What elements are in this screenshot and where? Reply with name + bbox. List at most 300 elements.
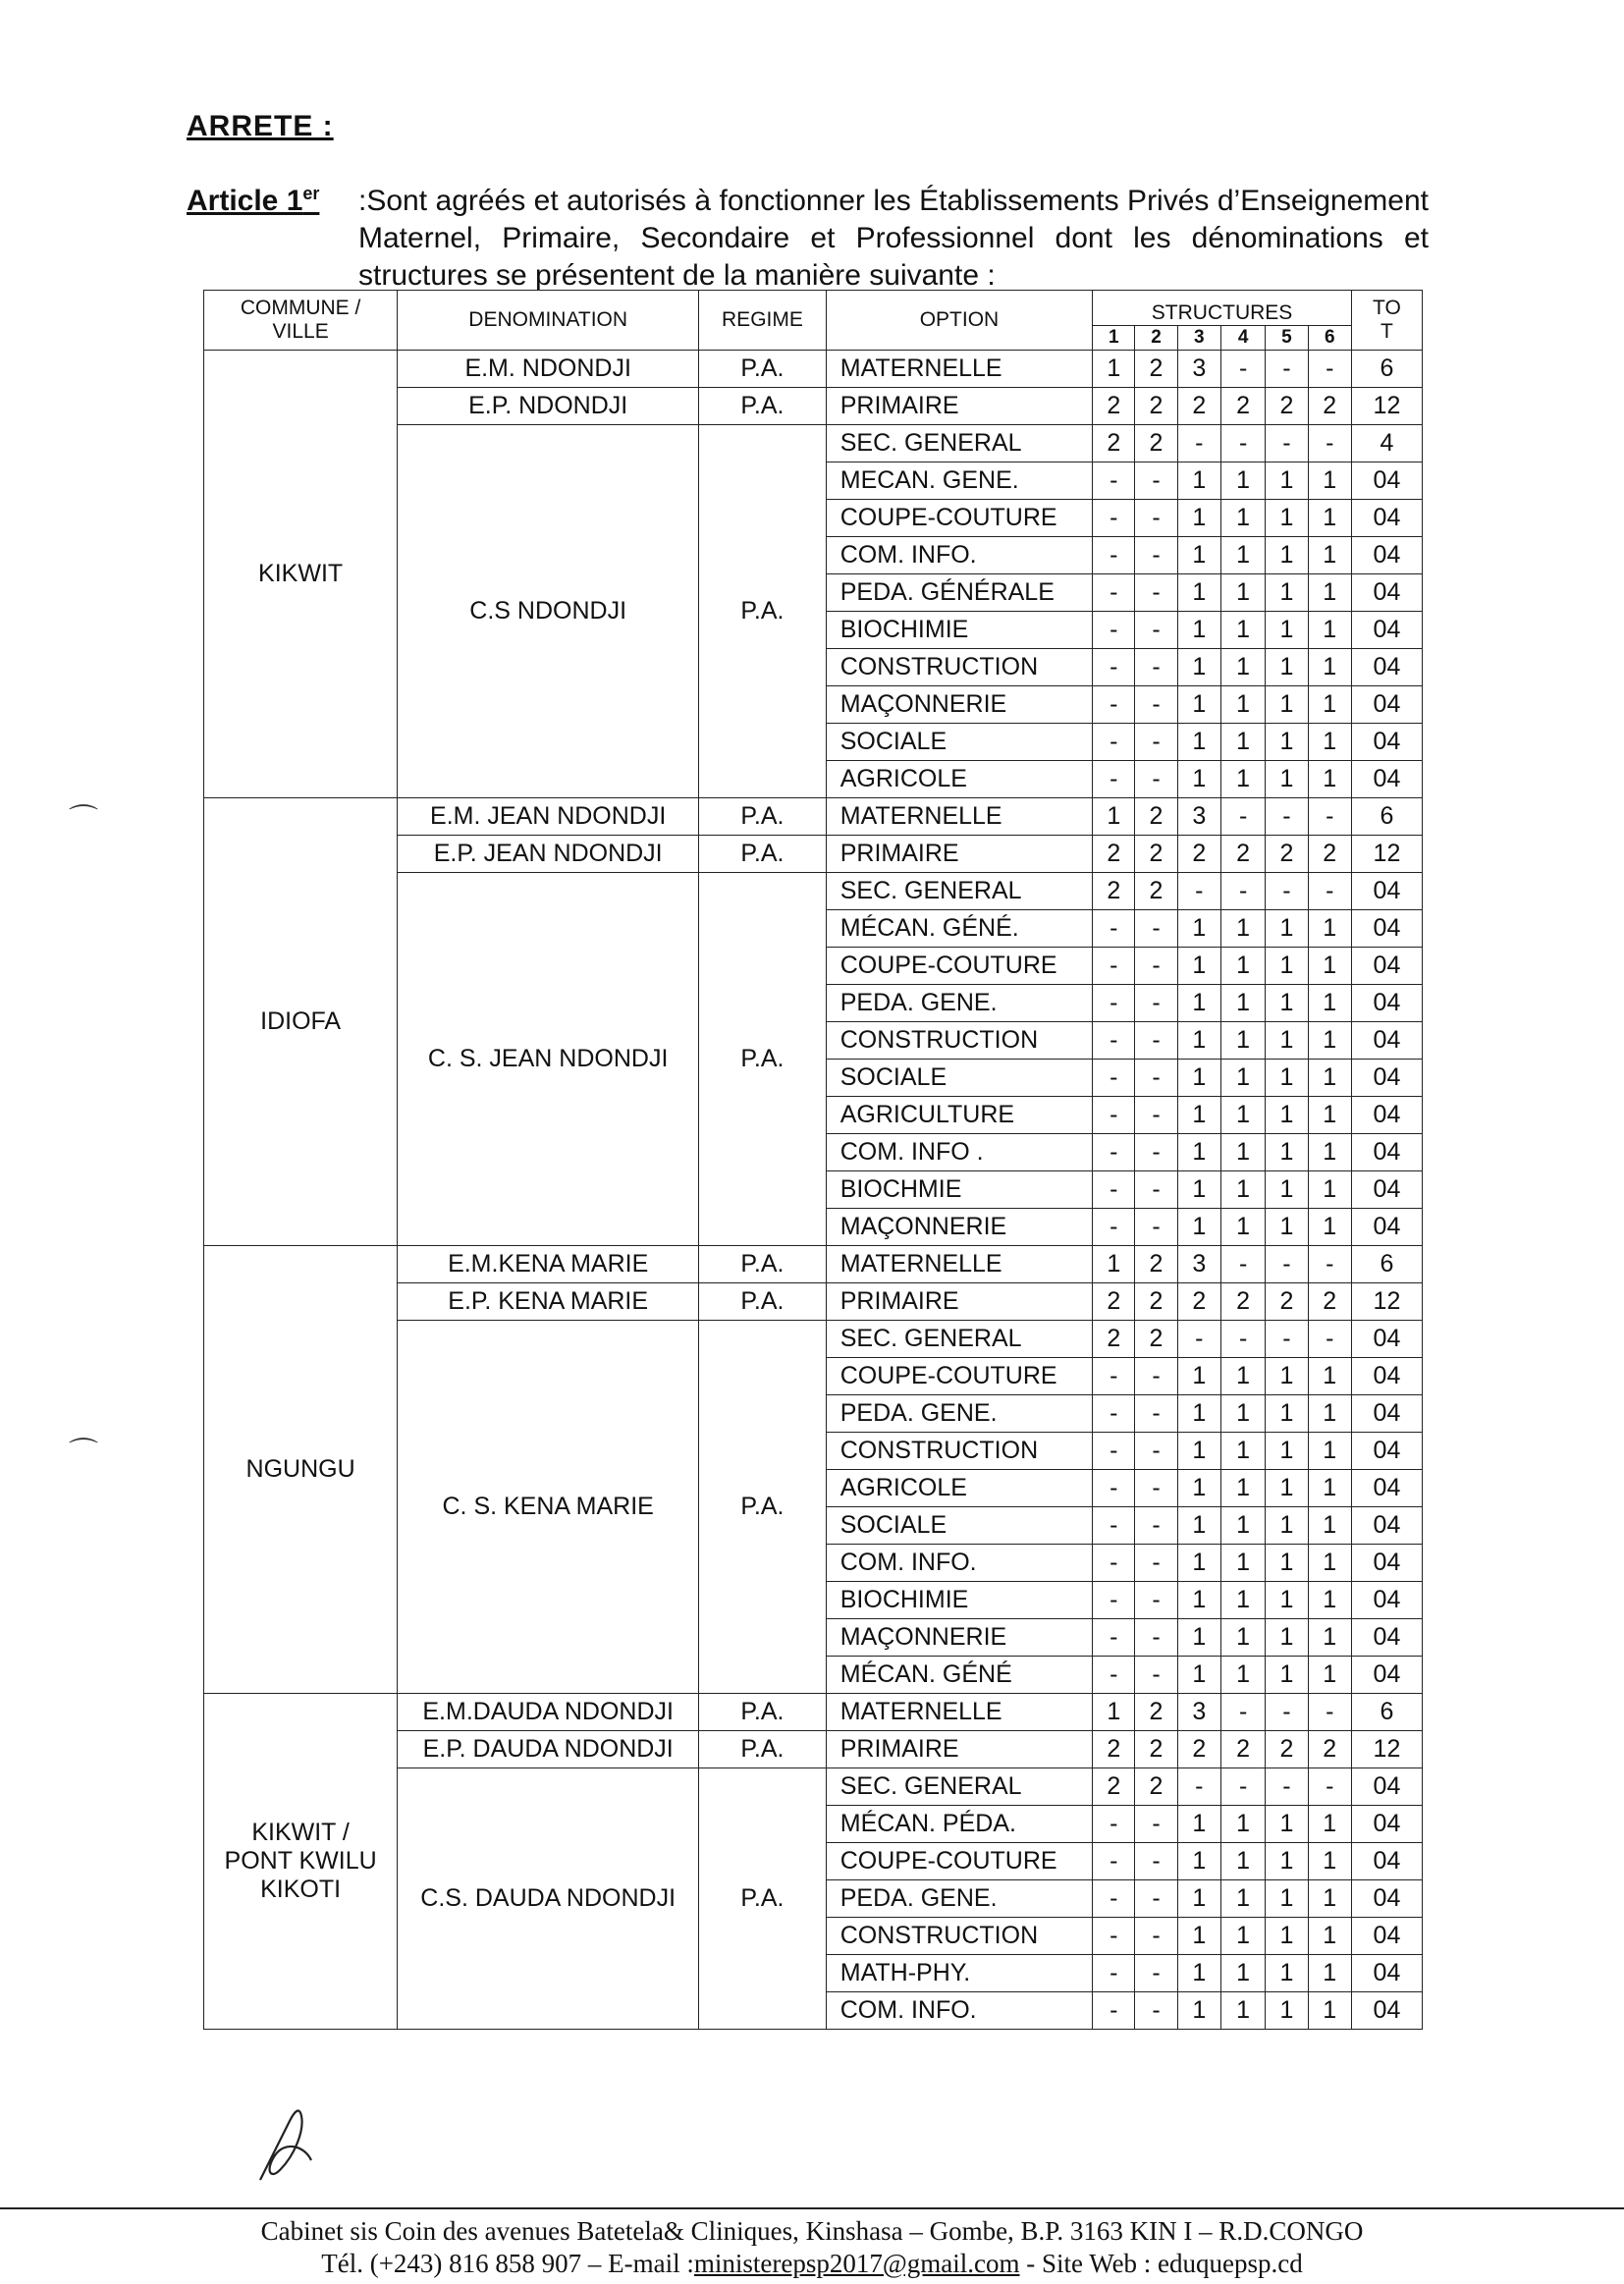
option-cell: BIOCHIMIE (826, 1582, 1092, 1619)
structure-cell: 1 (1266, 1060, 1308, 1097)
structure-cell: - (1220, 1246, 1265, 1283)
structure-cell: 1 (1220, 1582, 1265, 1619)
school-name-cell: C. S. JEAN NDONDJI (398, 873, 699, 1246)
structure-cell: - (1266, 1694, 1308, 1731)
structure-cell: 1 (1266, 1433, 1308, 1470)
structure-cell: 1 (1308, 574, 1351, 612)
total-cell: 04 (1351, 537, 1422, 574)
structure-cell: 1 (1308, 910, 1351, 948)
regime-cell: P.A. (699, 1246, 827, 1283)
structure-cell: - (1135, 537, 1177, 574)
structure-cell: 1 (1308, 537, 1351, 574)
option-cell: COM. INFO . (826, 1134, 1092, 1171)
structure-cell: 1 (1266, 462, 1308, 500)
total-cell: 04 (1351, 985, 1422, 1022)
regime-cell: P.A. (699, 425, 827, 798)
option-cell: MÉCAN. PÉDA. (826, 1806, 1092, 1843)
structure-cell: - (1093, 1545, 1135, 1582)
structure-cell: 1 (1220, 1545, 1265, 1582)
total-cell: 04 (1351, 1209, 1422, 1246)
total-cell: 12 (1351, 836, 1422, 873)
structure-cell: 1 (1220, 537, 1265, 574)
structure-cell: 1 (1177, 1022, 1220, 1060)
option-cell: BIOCHMIE (826, 1171, 1092, 1209)
school-name-cell: E.M. JEAN NDONDJI (398, 798, 699, 836)
total-cell: 6 (1351, 1694, 1422, 1731)
structure-cell: - (1308, 425, 1351, 462)
structure-cell: - (1135, 1918, 1177, 1955)
total-cell: 04 (1351, 1918, 1422, 1955)
option-cell: SOCIALE (826, 1507, 1092, 1545)
table-row (204, 1246, 1423, 1283)
header-commune-line: VILLE (272, 320, 329, 343)
school-name-cell: E.M.DAUDA NDONDJI (398, 1694, 699, 1731)
option-cell: AGRICOLE (826, 761, 1092, 798)
total-cell: 04 (1351, 574, 1422, 612)
structure-cell: 1 (1177, 1582, 1220, 1619)
regime-cell: P.A. (699, 798, 827, 836)
structure-cell: 1 (1093, 798, 1135, 836)
structure-cell: - (1177, 873, 1220, 910)
structure-cell: 1 (1177, 1955, 1220, 1992)
structure-cell: 1 (1308, 1433, 1351, 1470)
option-cell: COM. INFO. (826, 1545, 1092, 1582)
structure-cell: - (1093, 1582, 1135, 1619)
structure-cell: 1 (1220, 948, 1265, 985)
structure-cell: 1 (1177, 1657, 1220, 1694)
structure-cell: 1 (1308, 948, 1351, 985)
structure-cell: - (1093, 686, 1135, 724)
structure-cell: - (1093, 1619, 1135, 1657)
total-cell: 04 (1351, 1992, 1422, 2030)
structure-cell: 1 (1266, 910, 1308, 948)
structure-cell: 1 (1220, 462, 1265, 500)
structure-cell: 1 (1266, 948, 1308, 985)
margin-mark: ⌒ (69, 804, 98, 837)
commune-line: NGUNGU (245, 1455, 355, 1483)
structure-cell: 1 (1266, 1022, 1308, 1060)
structure-cell: 1 (1220, 1918, 1265, 1955)
structure-cell: - (1135, 1843, 1177, 1880)
option-cell: SEC. GENERAL (826, 425, 1092, 462)
total-cell: 04 (1351, 1358, 1422, 1395)
school-name-cell: E.P. KENA MARIE (398, 1283, 699, 1321)
structure-cell: 2 (1308, 1731, 1351, 1768)
header-row (204, 291, 1423, 326)
structure-cell: 2 (1220, 836, 1265, 873)
total-cell: 04 (1351, 500, 1422, 537)
article-1 (187, 175, 1429, 295)
structure-cell: 1 (1308, 1992, 1351, 2030)
structure-cell: - (1266, 425, 1308, 462)
header-regime: REGIME (699, 291, 827, 351)
structure-cell: - (1220, 425, 1265, 462)
article-text: :Sont agréés et autorisés à fonctionner les Établissements Privés d’Enseignement Maternel, Primaire, Secondaire et Professionnel dont les dénominations et structures se présentent de la manière suivante : (358, 185, 1429, 292)
structure-cell: - (1093, 910, 1135, 948)
structure-cell: - (1135, 1060, 1177, 1097)
structure-cell: - (1266, 1768, 1308, 1806)
structure-cell: 1 (1177, 500, 1220, 537)
structure-cell: - (1093, 1955, 1135, 1992)
header-option: OPTION (826, 291, 1092, 351)
structure-cell: - (1093, 948, 1135, 985)
structure-cell: 2 (1093, 1768, 1135, 1806)
structure-cell: 1 (1266, 1171, 1308, 1209)
option-cell: COUPE-COUTURE (826, 948, 1092, 985)
structure-cell: 2 (1093, 425, 1135, 462)
header-total-line: T (1380, 320, 1393, 343)
option-cell: SEC. GENERAL (826, 1768, 1092, 1806)
structure-cell: 1 (1308, 985, 1351, 1022)
option-cell: CONSTRUCTION (826, 1918, 1092, 1955)
structure-cell: - (1308, 873, 1351, 910)
total-cell: 04 (1351, 1470, 1422, 1507)
footer-email-link[interactable]: ministerepsp2017@gmail.com (693, 2249, 1020, 2278)
structure-cell: 1 (1220, 649, 1265, 686)
structure-cell: - (1135, 1209, 1177, 1246)
total-cell: 04 (1351, 1395, 1422, 1433)
structure-cell: - (1093, 500, 1135, 537)
structure-cell: - (1135, 1433, 1177, 1470)
header-commune (204, 291, 398, 351)
option-cell: BIOCHIMIE (826, 612, 1092, 649)
structure-cell: - (1135, 1582, 1177, 1619)
structure-cell: 1 (1220, 574, 1265, 612)
structure-cell: - (1220, 873, 1265, 910)
structure-cell: 1 (1308, 1395, 1351, 1433)
article-label-sup: er (302, 184, 320, 203)
header-structure-col: 5 (1266, 325, 1308, 350)
structure-cell: - (1220, 351, 1265, 388)
structure-cell: - (1308, 1246, 1351, 1283)
structure-cell: - (1093, 612, 1135, 649)
option-cell: CONSTRUCTION (826, 649, 1092, 686)
structure-cell: 2 (1135, 1321, 1177, 1358)
total-cell: 6 (1351, 798, 1422, 836)
structure-cell: 1 (1177, 537, 1220, 574)
option-cell: SEC. GENERAL (826, 873, 1092, 910)
total-cell: 12 (1351, 388, 1422, 425)
structure-cell: 2 (1135, 836, 1177, 873)
structure-cell: 1 (1266, 1880, 1308, 1918)
total-cell: 04 (1351, 1433, 1422, 1470)
structure-cell: 1 (1220, 761, 1265, 798)
total-cell: 04 (1351, 724, 1422, 761)
structure-cell: 1 (1220, 1507, 1265, 1545)
structure-cell: 2 (1266, 836, 1308, 873)
structure-cell: 1 (1093, 351, 1135, 388)
structure-cell: 1 (1177, 1507, 1220, 1545)
structure-cell: - (1135, 1097, 1177, 1134)
structure-cell: 1 (1177, 1880, 1220, 1918)
footer-website: - Site Web : eduquepsp.cd (1019, 2249, 1303, 2278)
header-total (1351, 291, 1422, 351)
structure-cell: 1 (1177, 462, 1220, 500)
structure-cell: 1 (1266, 724, 1308, 761)
footer-divider (0, 2207, 1624, 2209)
structure-cell: - (1135, 612, 1177, 649)
structure-cell: - (1135, 1806, 1177, 1843)
structure-cell: 1 (1308, 686, 1351, 724)
structure-cell: 1 (1220, 1880, 1265, 1918)
header-structure-col: 6 (1308, 325, 1351, 350)
structure-cell: 3 (1177, 351, 1220, 388)
total-cell: 04 (1351, 1321, 1422, 1358)
structure-cell: 1 (1266, 574, 1308, 612)
structure-cell: - (1135, 761, 1177, 798)
structure-cell: 1 (1220, 500, 1265, 537)
structure-cell: 2 (1177, 1731, 1220, 1768)
structure-cell: 1 (1308, 1545, 1351, 1582)
structure-cell: 1 (1308, 1022, 1351, 1060)
structure-cell: 1 (1177, 686, 1220, 724)
structure-cell: - (1135, 724, 1177, 761)
option-cell: CONSTRUCTION (826, 1022, 1092, 1060)
structure-cell: - (1135, 1470, 1177, 1507)
school-name-cell: E.P. JEAN NDONDJI (398, 836, 699, 873)
footer (0, 2215, 1624, 2280)
option-cell: MATERNELLE (826, 1246, 1092, 1283)
total-cell: 04 (1351, 1060, 1422, 1097)
option-cell: PRIMAIRE (826, 1283, 1092, 1321)
option-cell: AGRICOLE (826, 1470, 1092, 1507)
structure-cell: 1 (1220, 1060, 1265, 1097)
structure-cell: 1 (1266, 1843, 1308, 1880)
structure-cell: 1 (1220, 1619, 1265, 1657)
structure-cell: 1 (1266, 1619, 1308, 1657)
structure-cell: 2 (1135, 425, 1177, 462)
structure-cell: 1 (1177, 1134, 1220, 1171)
total-cell: 04 (1351, 1507, 1422, 1545)
structure-cell: 3 (1177, 1246, 1220, 1283)
commune-line: PONT KWILU (224, 1847, 377, 1875)
commune-cell (204, 1694, 398, 2030)
structure-cell: 1 (1220, 910, 1265, 948)
structure-cell: - (1266, 351, 1308, 388)
structure-cell: - (1093, 1358, 1135, 1395)
school-name-cell: C. S. KENA MARIE (398, 1321, 699, 1694)
structure-cell: 1 (1266, 1657, 1308, 1694)
structure-cell: 1 (1220, 686, 1265, 724)
total-cell: 04 (1351, 1768, 1422, 1806)
structure-cell: 1 (1177, 1209, 1220, 1246)
structure-cell: - (1093, 985, 1135, 1022)
total-cell: 04 (1351, 1806, 1422, 1843)
structure-cell: 2 (1308, 836, 1351, 873)
structure-cell: 1 (1266, 1992, 1308, 2030)
structure-cell: 1 (1220, 724, 1265, 761)
total-cell: 6 (1351, 351, 1422, 388)
structure-cell: - (1093, 761, 1135, 798)
structure-cell: 1 (1177, 612, 1220, 649)
structure-cell: - (1093, 574, 1135, 612)
structure-cell: 2 (1220, 1731, 1265, 1768)
article-label-text: Article 1 (187, 185, 303, 217)
structure-cell: - (1093, 1060, 1135, 1097)
footer-contact (0, 2248, 1624, 2280)
regime-cell: P.A. (699, 388, 827, 425)
structure-cell: 3 (1177, 798, 1220, 836)
total-cell: 04 (1351, 1619, 1422, 1657)
structure-cell: 1 (1266, 686, 1308, 724)
structure-cell: 1 (1308, 1134, 1351, 1171)
structure-cell: - (1093, 1992, 1135, 2030)
structure-cell: 1 (1308, 1880, 1351, 1918)
total-cell: 04 (1351, 612, 1422, 649)
option-cell: MATERNELLE (826, 1694, 1092, 1731)
structure-cell: - (1135, 462, 1177, 500)
structure-cell: - (1135, 985, 1177, 1022)
structure-cell: 1 (1308, 724, 1351, 761)
structure-cell: - (1093, 1843, 1135, 1880)
structure-cell: - (1093, 1395, 1135, 1433)
structure-cell: 2 (1266, 1283, 1308, 1321)
structure-cell: 1 (1177, 724, 1220, 761)
structure-cell: 1 (1220, 1657, 1265, 1694)
header-total-line: TO (1373, 297, 1401, 319)
structure-cell: 1 (1266, 1545, 1308, 1582)
total-cell: 04 (1351, 462, 1422, 500)
structure-cell: - (1135, 910, 1177, 948)
option-cell: SOCIALE (826, 724, 1092, 761)
article-label (187, 185, 319, 217)
structure-cell: 1 (1220, 1992, 1265, 2030)
structure-cell: 1 (1266, 1134, 1308, 1171)
structure-cell: 2 (1093, 388, 1135, 425)
total-cell: 04 (1351, 686, 1422, 724)
option-cell: MATERNELLE (826, 798, 1092, 836)
regime-cell: P.A. (699, 351, 827, 388)
structure-cell: 1 (1308, 649, 1351, 686)
structure-cell: 1 (1220, 1022, 1265, 1060)
structure-cell: 3 (1177, 1694, 1220, 1731)
structure-cell: - (1135, 948, 1177, 985)
structure-cell: 1 (1177, 910, 1220, 948)
commune-cell (204, 798, 398, 1246)
structure-cell: 1 (1220, 985, 1265, 1022)
option-cell: PEDA. GENE. (826, 1395, 1092, 1433)
structure-cell: 1 (1308, 1470, 1351, 1507)
structure-cell: 1 (1266, 1507, 1308, 1545)
option-cell: AGRICULTURE (826, 1097, 1092, 1134)
structure-cell: - (1093, 1097, 1135, 1134)
regime-cell: P.A. (699, 873, 827, 1246)
structure-cell: - (1266, 1246, 1308, 1283)
structure-cell: 2 (1135, 873, 1177, 910)
structure-cell: 1 (1177, 574, 1220, 612)
option-cell: PEDA. GENE. (826, 1880, 1092, 1918)
structure-cell: 2 (1220, 1283, 1265, 1321)
school-name-cell: C.S NDONDJI (398, 425, 699, 798)
structure-cell: 1 (1308, 1806, 1351, 1843)
header-structure-col: 1 (1093, 325, 1135, 350)
structure-cell: 1 (1093, 1694, 1135, 1731)
table-row (204, 1694, 1423, 1731)
structure-cell: 1 (1177, 1992, 1220, 2030)
structure-cell: 2 (1177, 388, 1220, 425)
option-cell: SOCIALE (826, 1060, 1092, 1097)
header-denomination: DENOMINATION (398, 291, 699, 351)
structure-cell: - (1135, 1619, 1177, 1657)
structure-cell: - (1093, 1134, 1135, 1171)
structure-cell: - (1177, 1321, 1220, 1358)
option-cell: PRIMAIRE (826, 388, 1092, 425)
structure-cell: 1 (1266, 761, 1308, 798)
structure-cell: - (1093, 724, 1135, 761)
structure-cell: - (1135, 1657, 1177, 1694)
commune-line: KIKWIT / (251, 1819, 350, 1846)
structure-cell: 1 (1177, 1395, 1220, 1433)
structure-cell: 1 (1177, 649, 1220, 686)
structure-cell: - (1220, 798, 1265, 836)
structure-cell: 1 (1266, 1582, 1308, 1619)
regime-cell: P.A. (699, 1283, 827, 1321)
structure-cell: 1 (1093, 1246, 1135, 1283)
school-name-cell: E.P. DAUDA NDONDJI (398, 1731, 699, 1768)
table-body (204, 351, 1423, 2030)
structure-cell: - (1093, 1470, 1135, 1507)
structure-cell: - (1093, 1806, 1135, 1843)
structure-cell: - (1135, 1955, 1177, 1992)
total-cell: 04 (1351, 1657, 1422, 1694)
structure-cell: 1 (1308, 500, 1351, 537)
option-cell: COUPE-COUTURE (826, 1358, 1092, 1395)
structure-cell: 1 (1220, 1433, 1265, 1470)
structure-cell: 1 (1266, 1955, 1308, 1992)
structure-cell: 1 (1177, 1806, 1220, 1843)
structure-cell: 2 (1135, 1731, 1177, 1768)
structure-cell: 2 (1093, 873, 1135, 910)
option-cell: COUPE-COUTURE (826, 500, 1092, 537)
structure-cell: - (1177, 425, 1220, 462)
total-cell: 04 (1351, 948, 1422, 985)
commune-line: KIKOTI (260, 1876, 342, 1903)
structure-cell: 2 (1135, 798, 1177, 836)
table-row (204, 351, 1423, 388)
structure-cell: 1 (1220, 1134, 1265, 1171)
structure-cell: 1 (1177, 1097, 1220, 1134)
option-cell: MÉCAN. GÉNÉ. (826, 910, 1092, 948)
structure-cell: 1 (1220, 1955, 1265, 1992)
total-cell: 04 (1351, 1955, 1422, 1992)
footer-phone: Tél. (+243) 816 858 907 – E-mail : (321, 2249, 694, 2278)
regime-cell: P.A. (699, 1321, 827, 1694)
structure-cell: - (1308, 1768, 1351, 1806)
table-row (204, 798, 1423, 836)
structure-cell: 2 (1308, 1283, 1351, 1321)
total-cell: 04 (1351, 1880, 1422, 1918)
option-cell: MATERNELLE (826, 351, 1092, 388)
structure-cell: 1 (1266, 1209, 1308, 1246)
commune-line: IDIOFA (260, 1007, 342, 1035)
header-structure-col: 4 (1220, 325, 1265, 350)
structure-cell: 1 (1308, 1171, 1351, 1209)
total-cell: 04 (1351, 649, 1422, 686)
total-cell: 04 (1351, 1171, 1422, 1209)
total-cell: 04 (1351, 873, 1422, 910)
structure-cell: - (1093, 1507, 1135, 1545)
structure-cell: - (1093, 649, 1135, 686)
structure-cell: 2 (1220, 388, 1265, 425)
school-name-cell: E.M.KENA MARIE (398, 1246, 699, 1283)
header-commune-line: COMMUNE / (240, 297, 361, 319)
structure-cell: 1 (1266, 649, 1308, 686)
structure-cell: - (1093, 1918, 1135, 1955)
structure-cell: 1 (1177, 1358, 1220, 1395)
option-cell: MATH-PHY. (826, 1955, 1092, 1992)
total-cell: 04 (1351, 1843, 1422, 1880)
option-cell: PEDA. GENE. (826, 985, 1092, 1022)
